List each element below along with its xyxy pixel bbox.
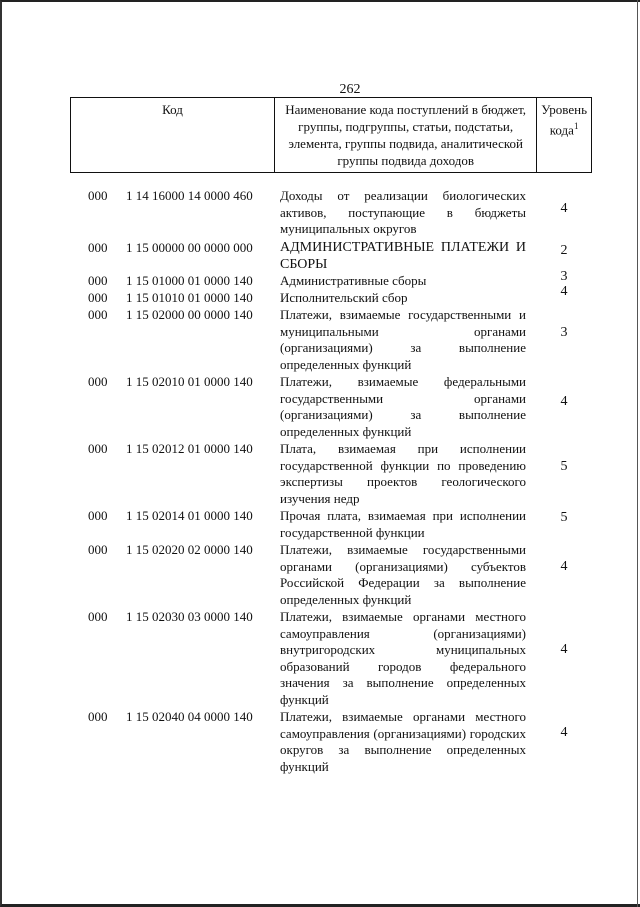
admin-code: 000 (88, 441, 108, 456)
code-level: 3 (560, 325, 568, 340)
code-level: 4 (560, 725, 568, 740)
revenue-name: Платежи, взимаемые федеральными государственными органами (организациями) за выполнение определенных функций (280, 374, 526, 439)
revenue-code: 1 15 02000 00 0000 140 (126, 307, 253, 322)
admin-code: 000 (88, 508, 108, 523)
code-level: 5 (560, 510, 568, 525)
table-header (70, 97, 592, 173)
revenue-code: 1 15 00000 00 0000 000 (126, 240, 253, 255)
header-level (537, 98, 592, 173)
scan-edge (637, 0, 638, 907)
revenue-code: 1 15 02010 01 0000 140 (126, 374, 253, 389)
revenue-name: Исполнительский сбор (280, 290, 408, 305)
admin-code: 000 (88, 609, 108, 624)
revenue-name: Плата, взимаемая при исполнении государственной функции по проведению экспертизы проектов геологического изучения недр (280, 441, 526, 506)
code-level: 4 (560, 642, 568, 657)
admin-code: 000 (88, 542, 108, 557)
revenue-code: 1 15 02014 01 0000 140 (126, 508, 253, 523)
admin-code: 000 (88, 307, 108, 322)
header-name: Наименование кода поступлений в бюджет, группы, подгруппы, статьи, подстатьи, элемента, группы подвида, аналитической группы подвида доходов (275, 98, 537, 173)
revenue-name: Доходы от реализации биологических активов, поступающие в бюджеты муниципальных округов (280, 188, 526, 236)
header-level-label: Уровень кода (541, 102, 587, 138)
admin-code: 000 (88, 188, 108, 203)
admin-code: 000 (88, 240, 108, 255)
admin-code: 000 (88, 290, 108, 305)
revenue-name: Платежи, взимаемые государственными и муниципальными органами (организациями) за выполнение определенных функций (280, 307, 526, 372)
revenue-name: Прочая плата, взимаемая при исполнении государственной функции (280, 508, 526, 540)
revenue-name: Платежи, взимаемые органами местного самоуправления (организациями) внутригородских муниципальных образований городов федерального значения за выполнение определенных функций (280, 609, 526, 707)
revenue-code: 1 15 02040 04 0000 140 (126, 709, 253, 724)
code-level: 5 (560, 459, 568, 474)
revenue-code: 1 15 02030 03 0000 140 (126, 609, 253, 624)
code-level: 2 (560, 243, 568, 258)
revenue-code: 1 14 16000 14 0000 460 (126, 188, 253, 203)
admin-code: 000 (88, 374, 108, 389)
revenue-code: 1 15 01000 01 0000 140 (126, 273, 253, 288)
admin-code: 000 (88, 273, 108, 288)
admin-code: 000 (88, 709, 108, 724)
code-level: 4 (560, 201, 568, 216)
code-level: 3 (560, 269, 568, 284)
revenue-name: Административные сборы (280, 273, 427, 288)
revenue-name: Платежи, взимаемые органами местного самоуправления (организациями) городских округов за выполнение определенных функций (280, 709, 526, 774)
revenue-code: 1 15 02012 01 0000 140 (126, 441, 253, 456)
code-level: 4 (560, 394, 568, 409)
revenue-code: 1 15 01010 01 0000 140 (126, 290, 253, 305)
revenue-name: АДМИНИСТРАТИВНЫЕ ПЛАТЕЖИ И СБОРЫ (280, 240, 526, 272)
code-level: 4 (560, 559, 568, 574)
header-code: Код (71, 98, 275, 173)
revenue-code: 1 15 02020 02 0000 140 (126, 542, 253, 557)
revenue-name: Платежи, взимаемые государственными органами (организациями) субъектов Российской Федерации за выполнение определенных функций (280, 542, 526, 607)
code-level: 4 (560, 284, 568, 299)
page-number: 262 (339, 82, 361, 97)
footnote-marker: 1 (573, 121, 579, 131)
